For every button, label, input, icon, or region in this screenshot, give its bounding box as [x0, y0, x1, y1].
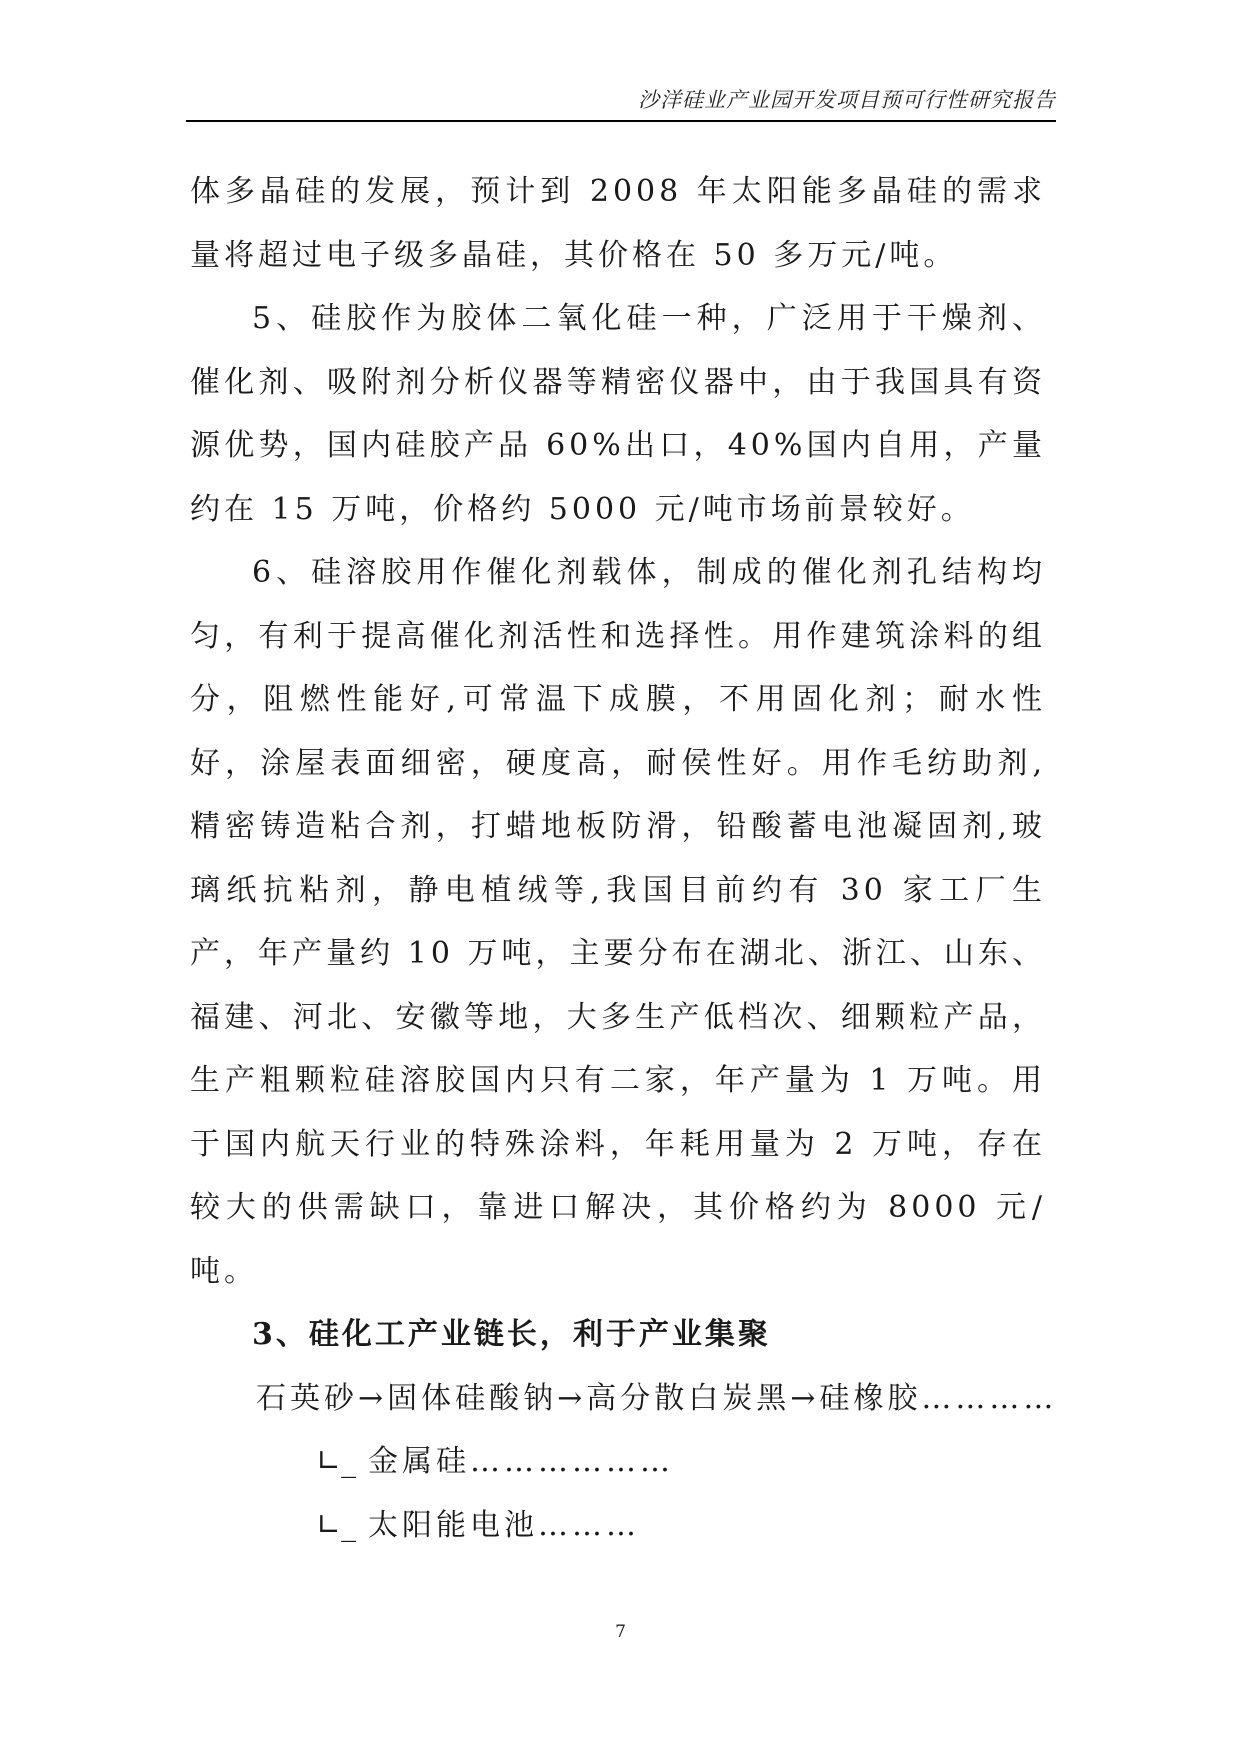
- industry-chain-main: 石英砂→固体硅酸钠→高分散白炭黑→硅橡胶…………: [256, 1380, 1058, 1416]
- header-rule: [186, 120, 1056, 122]
- branch-connector-icon: ∟_: [316, 1444, 357, 1479]
- industry-chain-branch: [190, 1430, 1046, 1494]
- paragraph: 5、硅胶作为胶体二氧化硅一种，广泛用于干燥剂、催化剂、吸附剂分析仪器等精密仪器中，由于我国具有资源优势，国内硅胶产品 60%出口，40%国内自用，产量约在 15 万吨，价格约 5000 元/吨市场前景较好。: [190, 301, 1046, 527]
- branch-label: 太阳能电池………: [368, 1507, 640, 1543]
- body-text: [190, 160, 1058, 1557]
- section-heading: 3、硅化工产业链长，利于产业集聚: [252, 1317, 771, 1352]
- industry-chain-branch: [190, 1494, 1046, 1558]
- running-header: 沙洋硅业产业园开发项目预可行性研究报告: [638, 88, 1056, 112]
- paragraph: 体多晶硅的发展，预计到 2008 年太阳能多晶硅的需求量将超过电子级多晶硅，其价格在 50 多万元/吨。: [190, 174, 1046, 273]
- page-number: 7: [615, 1622, 626, 1642]
- branch-connector-icon: ∟_: [316, 1507, 357, 1543]
- paragraph: 6、硅溶胶用作催化剂载体，制成的催化剂孔结构均匀，有利于提高催化剂活性和选择性。用作建筑涂料的组分，阻燃性能好,可常温下成膜，不用固化剂；耐水性好，涂屋表面细密，硬度高，耐侯性好。用作毛纺助剂,精密铸造粘合剂，打蜡地板防滑，铅酸蓄电池凝固剂,玻璃纸抗粘剂，静电植绒等,我国目前约有 30 家工厂生产，年产量约 10 万吨，主要分布在湖北、浙江、山东、福建、河北、安徽等地，大多生产低档次、细颗粒产品，生产粗颗粒硅溶胶国内只有二家，年产量为 1 万吨。用于国内航天行业的特殊涂料，年耗用量为 2 万吨，存在较大的供需缺口，靠进口解决，其价格约为 8000 元/吨。: [190, 555, 1046, 1289]
- branch-label: 金属硅………………: [368, 1444, 674, 1479]
